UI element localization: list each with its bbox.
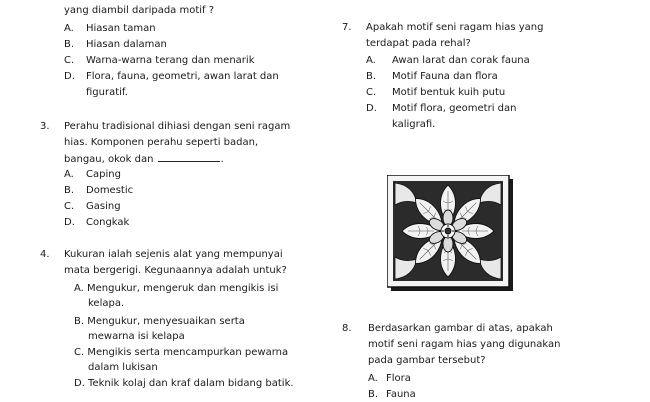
q4-option-c-continued: dalam lukisan [88, 362, 158, 373]
q7-option-d-continued: kaligrafi. [392, 119, 436, 130]
q8-option-a-letter: A. [368, 373, 378, 384]
q8-option-b[interactable]: Fauna [386, 389, 416, 400]
q4-option-c[interactable]: C. Mengikis serta mencampurkan pewarna [74, 347, 289, 358]
q2-option-a[interactable]: Hiasan taman [86, 23, 156, 34]
q4-stem-line-1: Kukuran ialah sejenis alat yang mempunyai [64, 249, 283, 260]
q7-option-c[interactable]: Motif bentuk kuih putu [392, 87, 506, 98]
q2-option-c[interactable]: Warna-warna terang dan menarik [86, 55, 255, 66]
q4-stem-line-2: mata bergerigi. Kegunaannya adalah untuk? [64, 265, 287, 276]
floral-carving-motif-icon [387, 175, 515, 293]
q3-option-b-letter: B. [64, 185, 75, 196]
q3-option-c[interactable]: Gasing [86, 201, 121, 212]
q8-number: 8. [342, 323, 352, 334]
q8-stem-line-2: motif seni ragam hias yang digunakan [368, 339, 561, 350]
q7-number: 7. [342, 22, 352, 33]
q2-stem-tail: yang diambil daripada motif ? [64, 5, 215, 16]
q3-trailing-period: . [220, 154, 224, 165]
q2-option-c-letter: C. [64, 55, 75, 66]
q7-stem-line-1: Apakah motif seni ragam hias yang [366, 22, 544, 33]
q4-option-b-continued: mewarna isi kelapa [88, 331, 185, 342]
q3-stem-line-1: Perahu tradisional dihiasi dengan seni ragam [64, 121, 291, 132]
q7-option-b[interactable]: Motif Fauna dan flora [392, 71, 498, 82]
q7-option-a[interactable]: Awan larat dan corak fauna [392, 55, 530, 66]
q7-option-d[interactable]: Motif flora, geometri dan [392, 103, 517, 114]
q4-option-b[interactable]: B. Mengukur, menyesuaikan serta [74, 316, 245, 327]
q7-option-d-letter: D. [366, 103, 377, 114]
q3-option-d-letter: D. [64, 217, 75, 228]
q3-option-a-letter: A. [64, 169, 74, 180]
q8-option-a[interactable]: Flora [386, 373, 411, 384]
q3-option-d[interactable]: Congkak [86, 217, 130, 228]
q2-option-b[interactable]: Hiasan dalaman [86, 39, 167, 50]
q3-stem-line-2: hias. Komponen perahu seperti badan, [64, 137, 259, 148]
q3-option-c-letter: C. [64, 201, 75, 212]
q3-option-a[interactable]: Caping [86, 169, 121, 180]
q3-number: 3. [40, 121, 50, 132]
answer-blank [158, 153, 220, 162]
q2-option-d-continued: figuratif. [86, 87, 128, 98]
q8-stem-line-3: pada gambar tersebut? [368, 355, 486, 366]
q3-stem-line-3 [64, 153, 224, 167]
q3-stem-line-3-text: bangau, okok dan [64, 154, 154, 165]
q8-option-b-letter: B. [368, 389, 379, 400]
q2-option-d-letter: D. [64, 71, 75, 82]
q3-option-b[interactable]: Domestic [86, 185, 134, 196]
q2-option-d[interactable]: Flora, fauna, geometri, awan larat dan [86, 71, 279, 82]
q4-number: 4. [40, 249, 50, 260]
q7-option-b-letter: B. [366, 71, 377, 82]
q2-option-b-letter: B. [64, 39, 75, 50]
q7-stem-line-2: terdapat pada rehal? [366, 38, 471, 49]
q8-stem-line-1: Berdasarkan gambar di atas, apakah [368, 323, 553, 334]
q4-option-a[interactable]: A. Mengukur, mengeruk dan mengikis isi [74, 283, 279, 294]
q4-option-a-continued: kelapa. [88, 298, 125, 309]
q2-option-a-letter: A. [64, 23, 74, 34]
q7-option-a-letter: A. [366, 55, 376, 66]
q7-option-c-letter: C. [366, 87, 377, 98]
q4-option-d[interactable]: D. Teknik kolaj dan kraf dalam bidang batik. [74, 378, 294, 389]
